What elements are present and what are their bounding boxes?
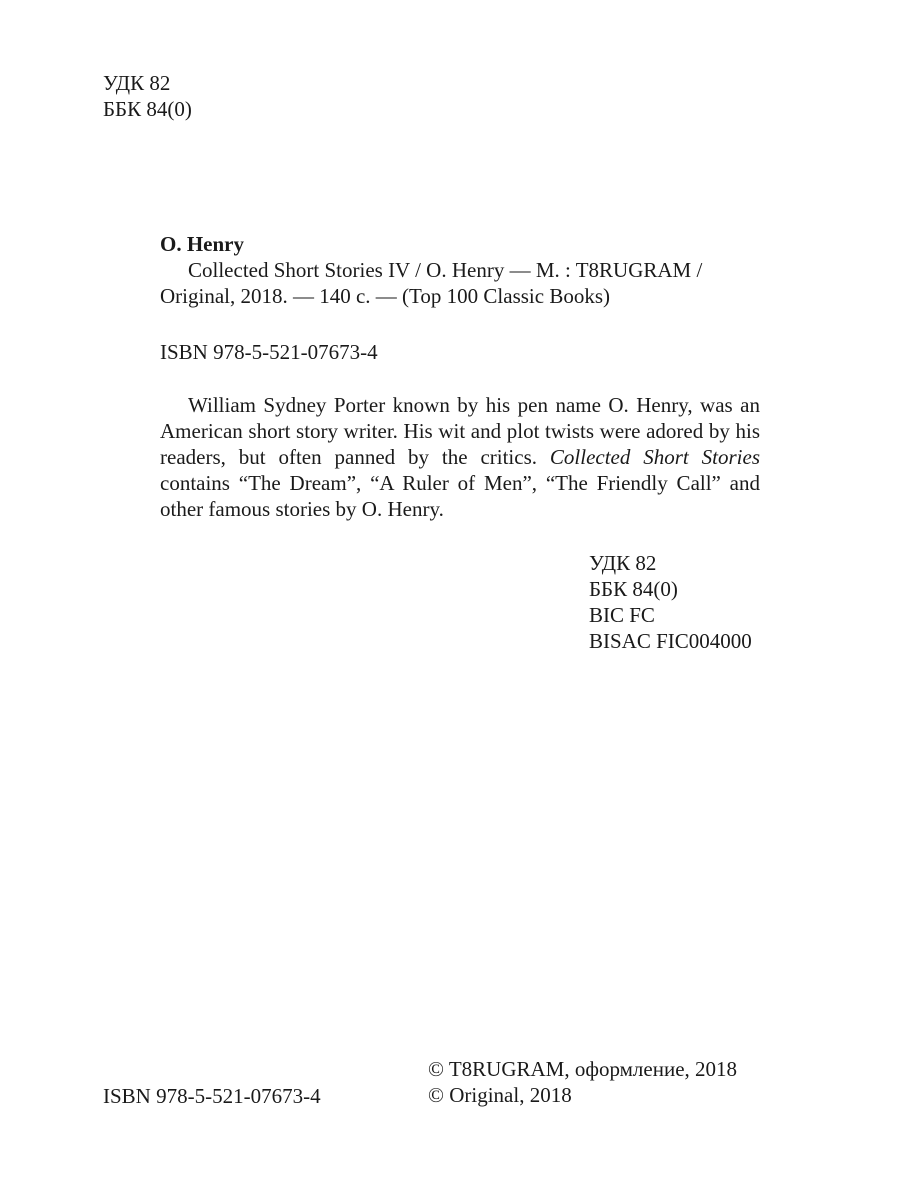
- bbk-code: ББК 84(0): [103, 97, 192, 121]
- classification-right: [589, 550, 752, 654]
- bibliographic-line-1: Collected Short Stories IV / O. Henry — M. : T8RUGRAM /: [188, 258, 703, 282]
- bbk-code-right: ББК 84(0): [589, 577, 678, 601]
- author-name: O. Henry: [160, 232, 244, 256]
- annotation-text-2: contains “The Dream”, “A Ruler of Men”, “The Friendly Call” and other famous stories by O. Henry.: [160, 471, 760, 521]
- classification-top: [103, 70, 192, 122]
- udk-code: УДК 82: [103, 71, 171, 95]
- isbn-bottom: ISBN 978-5-521-07673-4: [103, 1084, 321, 1108]
- bibliographic-line-2: Original, 2018. — 140 c. — (Top 100 Classic Books): [160, 284, 610, 308]
- annotation-text-1: William Sydney Porter known by his pen name O. Henry, was an American short story writer. His wit and plot twists were adored by his readers, but often panned by the critics.: [160, 393, 760, 469]
- copyright-line-1: © T8RUGRAM, оформление, 2018: [428, 1057, 738, 1081]
- annotation-paragraph: [160, 392, 760, 522]
- catalog-card: [160, 231, 760, 309]
- copyright-notice: [428, 1056, 737, 1108]
- annotation-book-title: Collected Short Stories: [549, 445, 760, 469]
- udk-code-right: УДК 82: [589, 551, 657, 575]
- annotation: [160, 392, 760, 522]
- bic-code: BIC FC: [589, 603, 655, 627]
- bisac-code: BISAC FIC004000: [589, 629, 752, 653]
- copyright-line-2: © Original, 2018: [428, 1083, 572, 1107]
- isbn-main: ISBN 978-5-521-07673-4: [160, 340, 378, 364]
